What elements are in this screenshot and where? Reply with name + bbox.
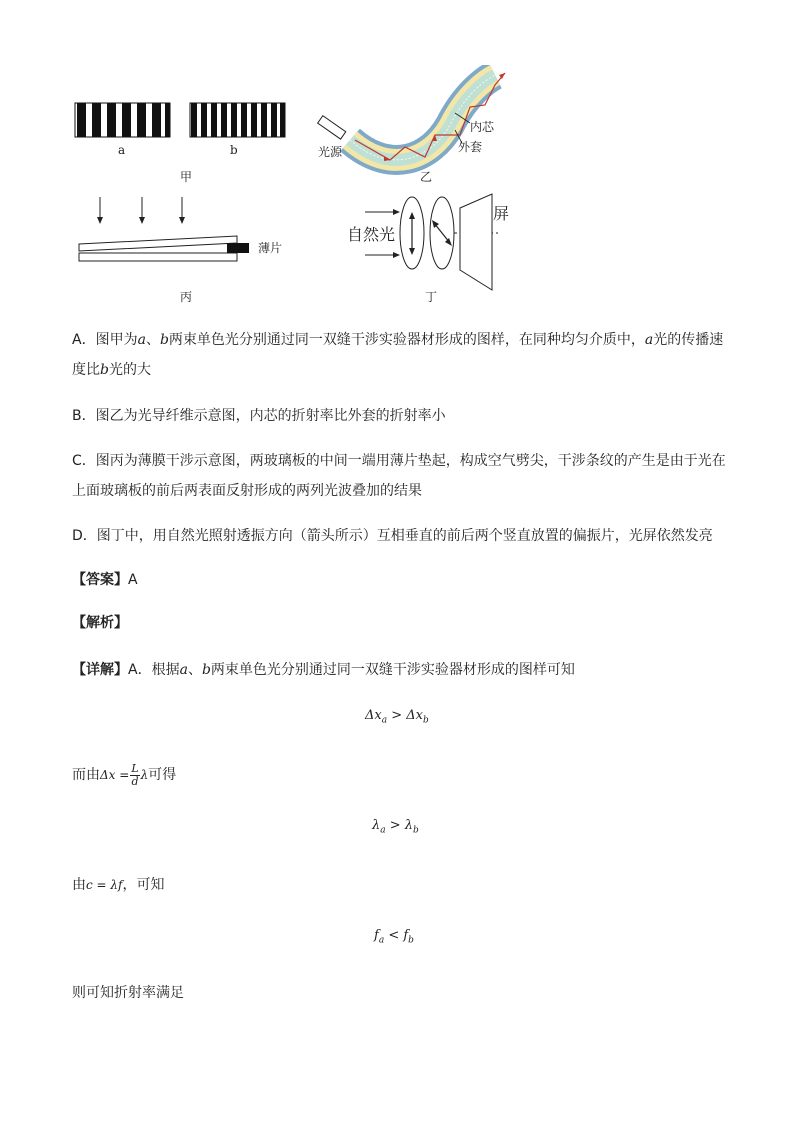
answer-line <box>72 565 732 595</box>
screen-shape <box>460 194 492 290</box>
derivation-line-3: 则可知折射率满足 <box>72 985 184 1001</box>
analysis-tag: 【解析】 <box>72 615 128 631</box>
figure-yi-label: 乙 <box>420 170 433 184</box>
option-c: C．图丙为薄膜干涉示意图，两玻璃板的中间一端用薄片垫起，构成空气劈尖，干涉条纹的产生是由于光在 上面玻璃板的前后两表面反射形成的两列光波叠加的结果 <box>72 453 726 499</box>
inner-core-label: 内芯 <box>470 120 495 134</box>
figure-jia-label: 甲 <box>180 170 193 184</box>
glass-plates <box>79 236 237 261</box>
screen-label: 屏 <box>493 204 510 223</box>
detail-tag: 【详解】 <box>72 662 128 678</box>
incident-arrows <box>97 197 185 224</box>
natural-light-label: 自然光 <box>347 225 396 244</box>
option-a: A．图甲为a、b两束单色光分别通过同一双缝干涉实验器材形成的图样，在同种均匀介质中，a光的传播速 度比b光的大 <box>72 332 724 378</box>
polarizer-front <box>400 197 424 269</box>
fraction-l-over-d: $\frac{L}{d}$ <box>131 761 139 788</box>
pattern-b <box>190 103 285 137</box>
thin-sheet-label: 薄片 <box>258 241 283 255</box>
derivation-line-2: 由c = λf，可知 <box>72 877 165 893</box>
analysis-line <box>72 608 732 638</box>
pattern-b-label: b <box>230 143 238 157</box>
figure-bing <box>72 192 292 272</box>
derivation-line-1: 而由Δx = $\frac{L}{d}$ λ可得 <box>72 761 177 788</box>
figure-yi <box>310 65 530 180</box>
answer-value: A <box>128 572 138 588</box>
light-source-label: 光源 <box>318 145 343 159</box>
answer-tag: 【答案】 <box>72 572 128 588</box>
equation-1: $\Delta x_a > \Delta x_b$ <box>365 708 429 726</box>
pattern-a <box>75 103 170 137</box>
figure-ding-label: 丁 <box>425 290 438 304</box>
thin-sheet <box>227 243 249 253</box>
pattern-a-label: a <box>118 143 126 157</box>
option-b: B．图乙为光导纤维示意图，内芯的折射率比外套的折射率小 <box>72 408 446 424</box>
equation-2: $\lambda_a > \lambda_b$ <box>372 818 419 836</box>
detail-line: 【详解】A．根据a、b两束单色光分别通过同一双缝干涉实验器材形成的图样可知 <box>72 662 575 678</box>
polarizer-back <box>430 197 454 269</box>
option-d: D．图丁中，用自然光照射透振方向（箭头所示）互相垂直的前后两个竖直放置的偏振片，光屏依然发亮 <box>72 528 713 544</box>
figure-bing-label: 丙 <box>180 290 193 304</box>
equation-3: $f_a < f_b$ <box>374 928 414 946</box>
light-source-icon <box>318 116 346 139</box>
outer-cladding-label: 外套 <box>458 140 483 154</box>
